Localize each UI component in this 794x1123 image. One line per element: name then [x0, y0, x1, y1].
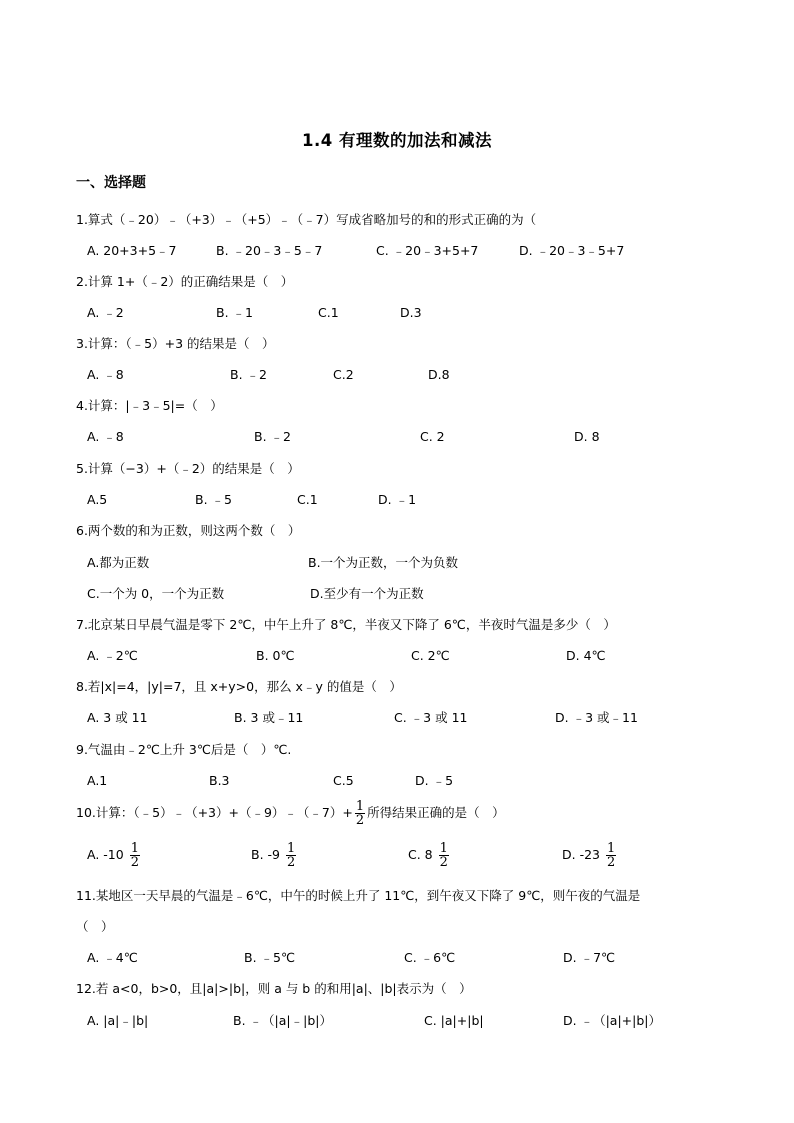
q1-option-b: B. ﹣20﹣3﹣5﹣7 [216, 243, 323, 258]
q1-option-a: A. 20+3+5﹣7 [87, 243, 177, 258]
q3-option-d: D.8 [428, 367, 450, 382]
q7-option-c: C. 2℃ [411, 648, 450, 663]
q8-option-a: A. 3 或 11 [87, 710, 148, 725]
q6-option-a: A.都为正数 [87, 555, 150, 570]
q9-option-c: C.5 [333, 773, 354, 788]
q3-option-c: C.2 [333, 367, 354, 382]
q10-option-d: D. -23 $\frac{1}{2}$ [562, 841, 616, 870]
q4-option-b: B. ﹣2 [254, 429, 291, 444]
q7-option-d: D. 4℃ [566, 648, 606, 663]
question-4-stem: 4.计算：|﹣3﹣5|=（ ） [76, 398, 223, 413]
question-11-stem-continued: （ ） [76, 919, 114, 934]
question-1-stem: 1.算式（﹣20）﹣（+3）﹣（+5）﹣（﹣7）写成省略加号的和的形式正确的为（ [76, 212, 537, 227]
q5-option-a: A.5 [87, 492, 108, 507]
q4-option-a: A. ﹣8 [87, 429, 124, 444]
q2-option-c: C.1 [318, 305, 339, 320]
q6-option-d: D.至少有一个为正数 [310, 586, 424, 601]
q3-option-a: A. ﹣8 [87, 367, 124, 382]
question-6-stem: 6.两个数的和为正数，则这两个数（ ） [76, 523, 301, 538]
q3-option-b: B. ﹣2 [230, 367, 267, 382]
question-10-stem-before: 10.计算：（﹣5）﹣（+3）+（﹣9）﹣（﹣7）+ [76, 805, 353, 820]
q8-option-c: C. ﹣3 或 11 [394, 710, 468, 725]
q7-option-b: B. 0℃ [256, 648, 295, 663]
q12-option-b: B. ﹣（|a|﹣|b|） [233, 1013, 332, 1028]
q5-option-b: B. ﹣5 [195, 492, 232, 507]
q6-option-c: C.一个为 0，一个为正数 [87, 586, 225, 601]
q2-option-b: B. ﹣1 [216, 305, 253, 320]
q4-option-d: D. 8 [574, 429, 600, 444]
q10-option-a: A. -10 $\frac{1}{2}$ [87, 841, 139, 870]
q2-option-d: D.3 [400, 305, 422, 320]
q12-option-a: A. |a|﹣|b| [87, 1013, 149, 1028]
q11-option-d: D. ﹣7℃ [563, 950, 616, 965]
question-8-stem: 8.若|x|=4，|y|=7，且 x+y>0，那么 x﹣y 的值是（ ） [76, 679, 402, 694]
fraction-one-half: $\frac{1}{2}$ [355, 799, 365, 828]
q2-option-a: A. ﹣2 [87, 305, 124, 320]
q7-option-a: A. ﹣2℃ [87, 648, 138, 663]
q9-option-d: D. ﹣5 [415, 773, 454, 788]
question-11-stem: 11.某地区一天早晨的气温是﹣6℃，中午的时候上升了 11℃，到午夜又下降了 9℃，则午夜的气温是 [76, 888, 641, 903]
question-10-stem [76, 800, 505, 827]
question-10-stem-after: 所得结果正确的是（ ） [367, 805, 505, 820]
q8-option-b: B. 3 或﹣11 [234, 710, 304, 725]
page-title: 1.4 有理数的加法和减法 [302, 131, 492, 150]
q11-option-a: A. ﹣4℃ [87, 950, 138, 965]
q11-option-b: B. ﹣5℃ [244, 950, 296, 965]
q9-option-b: B.3 [209, 773, 230, 788]
question-5-stem: 5.计算（−3）+（﹣2）的结果是（ ） [76, 461, 300, 476]
q5-option-d: D. ﹣1 [378, 492, 417, 507]
question-3-stem: 3.计算：（﹣5）+3 的结果是（ ） [76, 336, 275, 351]
q12-option-c: C. |a|+|b| [424, 1013, 484, 1028]
q1-option-c: C. ﹣20﹣3+5+7 [376, 243, 479, 258]
question-12-stem: 12.若 a<0，b>0，且|a|>|b|，则 a 与 b 的和用|a|、|b|表示为（ ） [76, 981, 472, 996]
q11-option-c: C. ﹣6℃ [404, 950, 456, 965]
q1-option-d: D. ﹣20﹣3﹣5+7 [519, 243, 625, 258]
q8-option-d: D. ﹣3 或﹣11 [555, 710, 638, 725]
q10-option-b: B. -9 $\frac{1}{2}$ [251, 841, 296, 870]
q9-option-a: A.1 [87, 773, 108, 788]
question-7-stem: 7.北京某日早晨气温是零下 2℃，中午上升了 8℃，半夜又下降了 6℃，半夜时气温是多少（ ） [76, 617, 616, 632]
q5-option-c: C.1 [297, 492, 318, 507]
q10-option-c: C. 8 $\frac{1}{2}$ [408, 841, 448, 870]
q4-option-c: C. 2 [420, 429, 445, 444]
section-heading: 一、选择题 [76, 175, 146, 191]
q6-option-b: B.一个为正数，一个为负数 [308, 555, 459, 570]
q12-option-d: D. ﹣（|a|+|b|） [563, 1013, 661, 1028]
question-9-stem: 9.气温由﹣2℃上升 3℃后是（ ）℃. [76, 742, 292, 757]
question-2-stem: 2.计算 1+（﹣2）的正确结果是（ ） [76, 274, 294, 289]
